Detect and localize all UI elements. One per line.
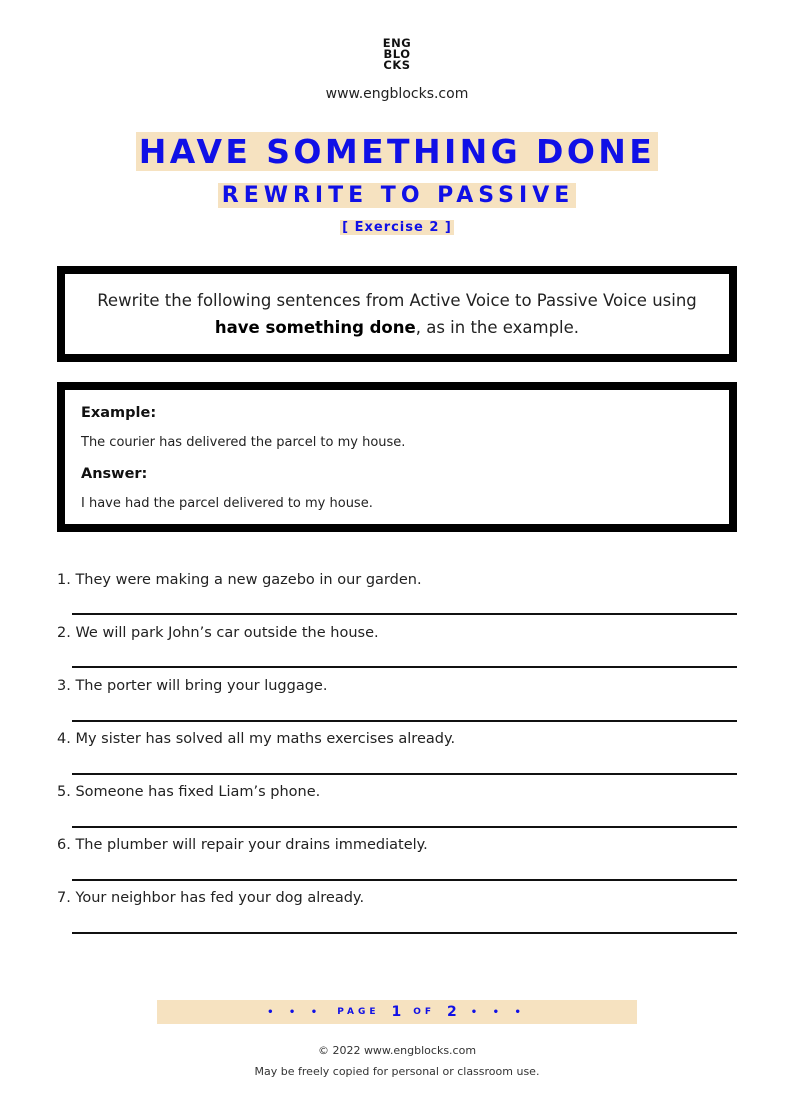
answer-label: Answer:: [81, 466, 148, 482]
answer-text: I have had the parcel delivered to my house.: [81, 496, 373, 511]
page-dots-left: • • •: [267, 1006, 324, 1018]
answer-line-2[interactable]: [72, 666, 737, 668]
answer-line-1[interactable]: [72, 613, 737, 615]
example-box: [57, 382, 737, 532]
answer-line-3[interactable]: [72, 720, 737, 722]
question-2: 2. We will park John’s car outside the house.: [57, 625, 379, 641]
copyright: © 2022 www.engblocks.com: [317, 1044, 477, 1057]
question-4: 4. My sister has solved all my maths exercises already.: [57, 731, 456, 747]
instructions-text: [97, 287, 697, 341]
question-1: 1. They were making a new gazebo in our garden.: [57, 572, 422, 588]
page-total: 2: [447, 1004, 457, 1020]
license-note: May be freely copied for personal or classroom use.: [254, 1065, 540, 1078]
example-label: Example:: [81, 405, 157, 421]
site-url[interactable]: www.engblocks.com: [325, 86, 469, 102]
answer-line-6[interactable]: [72, 879, 737, 881]
page-subtitle: [0, 182, 794, 210]
logo-line-3: CKS: [383, 58, 411, 72]
exercise-label-text: [ Exercise 2 ]: [342, 220, 452, 235]
answer-line-7[interactable]: [72, 932, 737, 934]
question-5: 5. Someone has fixed Liam’s phone.: [57, 784, 321, 800]
answer-line-4[interactable]: [72, 773, 737, 775]
page-dots-right: • • •: [470, 1006, 527, 1018]
instructions-box: [57, 266, 737, 362]
page-title: [0, 132, 794, 172]
instructions-bold: have something done: [214, 318, 416, 337]
instructions-line-1: Rewrite the following sentences from Active Voice to Passive Voice using: [97, 291, 697, 310]
example-text: The courier has delivered the parcel to my house.: [81, 435, 406, 450]
page-title-text: HAVE SOMETHING DONE: [136, 132, 659, 171]
logo-line-1: ENG: [382, 36, 412, 50]
exercise-label: [0, 216, 794, 236]
instructions-rest: , as in the example.: [415, 318, 580, 337]
logo-line-2: BLO: [383, 47, 411, 61]
question-3: 3. The porter will bring your luggage.: [57, 678, 328, 694]
of-word: OF: [413, 1007, 436, 1017]
page-indicator: [157, 1000, 637, 1024]
page-word: PAGE: [337, 1007, 380, 1017]
question-6: 6. The plumber will repair your drains immediately.: [57, 837, 428, 853]
engblocks-logo: [0, 38, 794, 71]
question-7: 7. Your neighbor has fed your dog already.: [57, 890, 365, 906]
page-subtitle-text: REWRITE TO PASSIVE: [218, 183, 577, 208]
page-number: 1: [391, 1004, 402, 1020]
answer-line-5[interactable]: [72, 826, 737, 828]
